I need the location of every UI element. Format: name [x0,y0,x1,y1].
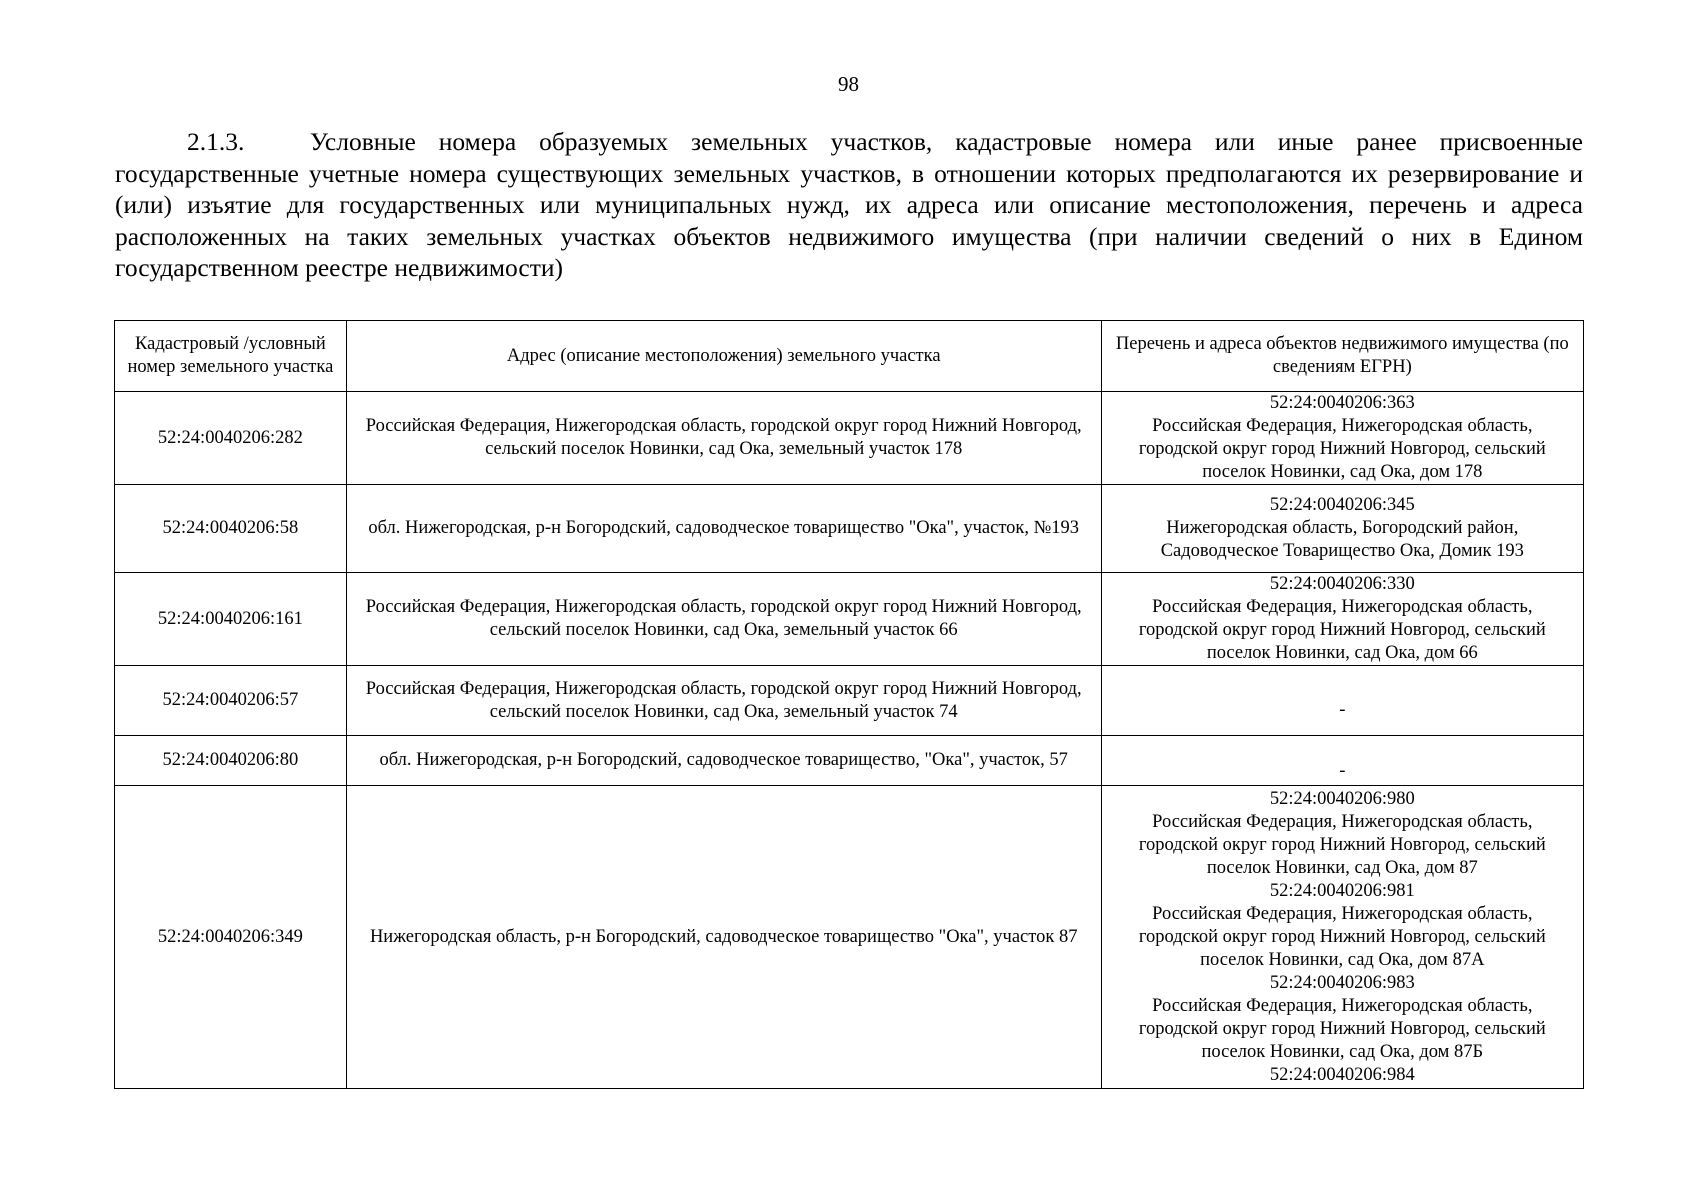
object-line: Российская Федерация, Нижегородская область, городской округ город Нижний Новгород, сельский поселок Новинки, сад Ока, дом 87Б [1138,995,1546,1062]
section-text: Условные номера образуемых земельных участков, кадастровые номера или иные ранее присвоенные государственные учетные номера существующих земельных участков, в отношении которых предполагаются их резервирование и (или) изъятие для государственных или муниципальных нужд, их адреса или описание местоположения, перечень и адреса расположенных на таких земельных участках объектов недвижимого имущества (при наличии сведений о них в Едином государственном реестре недвижимости) [115,127,1583,283]
cell-objects [1101,573,1583,666]
cell-address: Российская Федерация, Нижегородская область, городской округ город Нижний Новгород, сельский поселок Новинки, сад Ока, земельный участок 178 [346,392,1101,485]
object-line: 52:24:0040206:345 [1269,495,1415,515]
table-row [115,573,1584,666]
cell-cadastral: 52:24:0040206:58 [115,485,347,573]
object-line: - [1339,761,1346,781]
cell-cadastral: 52:24:0040206:57 [115,666,347,736]
cell-address: обл. Нижегородская, р-н Богородский, садоводческое товарищество, "Ока", участок, 57 [346,736,1101,786]
table-row [115,392,1584,485]
header-cadastral: Кадастровый /условный номер земельного участка [115,321,347,392]
cell-cadastral: 52:24:0040206:161 [115,573,347,666]
table-row [115,666,1584,736]
cell-address: Нижегородская область, р-н Богородский, садоводческое товарищество "Ока", участок 87 [346,786,1101,1089]
cell-cadastral: 52:24:0040206:80 [115,736,347,786]
cell-cadastral: 52:24:0040206:349 [115,786,347,1089]
section-heading [115,126,1583,284]
object-line: - [1339,700,1346,720]
object-line: Российская Федерация, Нижегородская область, городской округ город Нижний Новгород, сельский поселок Новинки, сад Ока, дом 66 [1138,597,1546,663]
page-number: 98 [838,72,859,96]
cell-objects [1101,736,1583,786]
section-number: 2.1.3. [187,127,245,156]
object-line: Российская Федерация, Нижегородская область, городской округ город Нижний Новгород, сельский поселок Новинки, сад Ока, дом 87 [1138,811,1546,878]
object-line: 52:24:0040206:330 [1269,574,1415,594]
object-line: 52:24:0040206:984 [1269,1064,1415,1085]
object-line: 52:24:0040206:980 [1269,788,1415,809]
table-row [115,736,1584,786]
object-line: 52:24:0040206:363 [1269,393,1415,413]
cell-address: Российская Федерация, Нижегородская область, городской округ город Нижний Новгород, сельский поселок Новинки, сад Ока, земельный участок 74 [346,666,1101,736]
cell-address: Российская Федерация, Нижегородская область, городской округ город Нижний Новгород, сельский поселок Новинки, сад Ока, земельный участок 66 [346,573,1101,666]
cell-objects [1101,786,1583,1089]
header-objects: Перечень и адреса объектов недвижимого имущества (по сведениям ЕГРН) [1101,321,1583,392]
header-address: Адрес (описание местоположения) земельного участка [346,321,1101,392]
land-plots-table [114,320,1584,1089]
table-header-row [115,321,1584,392]
object-line: Нижегородская область, Богородский район, Садоводческое Товарищество Ока, Домик 193 [1160,518,1524,561]
cell-address: обл. Нижегородская, р-н Богородский, садоводческое товарищество "Ока", участок, №193 [346,485,1101,573]
table-row [115,485,1584,573]
table-row [115,786,1584,1089]
cell-objects [1101,392,1583,485]
object-line: 52:24:0040206:981 [1269,880,1415,901]
object-line: Российская Федерация, Нижегородская область, городской округ город Нижний Новгород, сельский поселок Новинки, сад Ока, дом 87А [1138,903,1546,970]
cell-cadastral: 52:24:0040206:282 [115,392,347,485]
object-line: 52:24:0040206:983 [1269,972,1415,993]
cell-objects [1101,485,1583,573]
object-line: Российская Федерация, Нижегородская область, городской округ город Нижний Новгород, сельский поселок Новинки, сад Ока, дом 178 [1138,416,1546,482]
cell-objects [1101,666,1583,736]
